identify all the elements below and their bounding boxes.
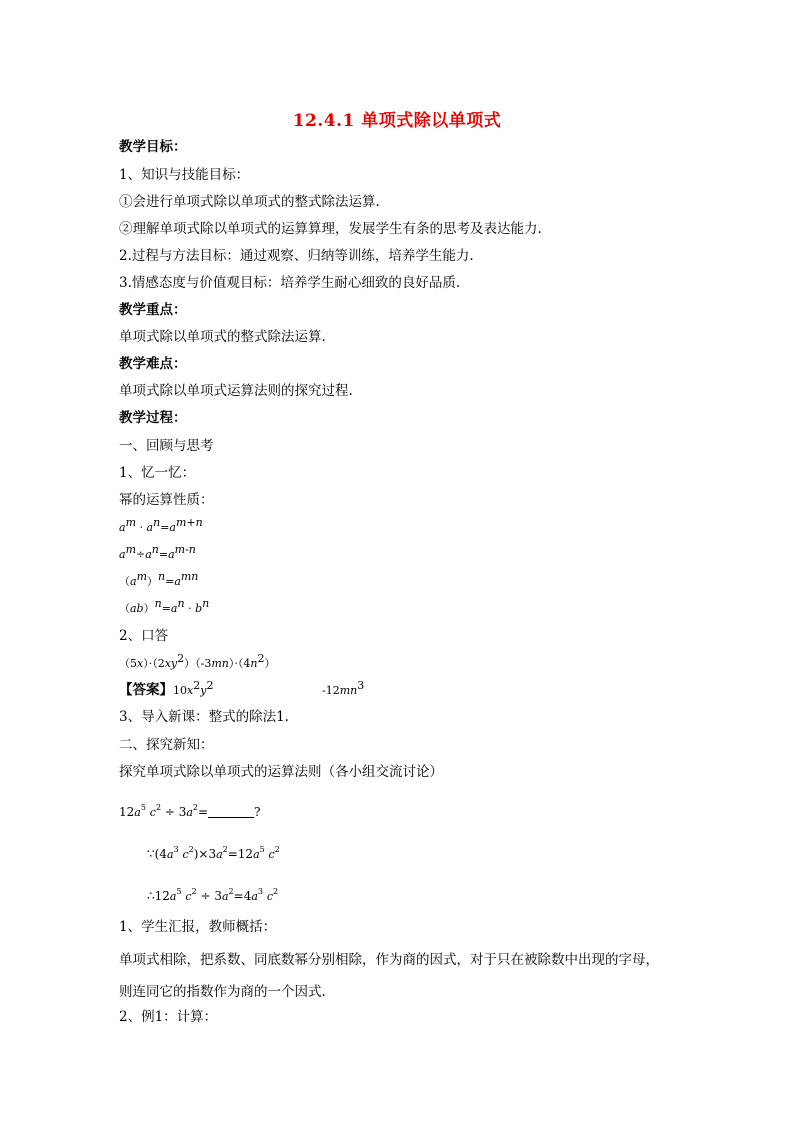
formula-power-quotient: $a^m\div a^n=a^{m-n}$: [119, 543, 196, 561]
key-point-text: 单项式除以单项式的整式除法运算.: [119, 329, 326, 345]
difficulty-heading: 教学难点：: [119, 356, 187, 372]
equation-question: $12a^5$ $c^2 \div 3a^2=$ ?: [119, 803, 261, 819]
section-explore: 二、探究新知：: [119, 737, 214, 753]
equation-because: $\because(4a^3$ $c^2)\times 3a^2=12a^5$ $c^2$: [147, 845, 280, 861]
rule-line-1: 单项式相除，把系数、同底数幂分别相除，作为商的因式，对于只在被除数中出现的字母，: [119, 952, 659, 968]
section-review: 一、回顾与思考: [119, 438, 214, 454]
goal-3: 3.情感态度与价值观目标：培养学生耐心细致的良好品质.: [119, 275, 461, 291]
goal-1: 1、知识与技能目标：: [119, 167, 250, 183]
answer-line: 【答案】$10x^2y^2$ $-12mn^3$: [119, 679, 365, 698]
oral-question-formula: $(5x)\cdot(2xy^2)(-3mn)\cdot(4n^2)$: [119, 652, 276, 670]
formula-power-of-product: $(ab)^n=a^n \cdot b^n$: [119, 597, 210, 615]
power-properties-label: 幂的运算性质：: [119, 492, 214, 508]
answer-blank: [208, 805, 254, 818]
explore-text: 探究单项式除以单项式的运算法则（各小组交流讨论）: [119, 764, 443, 780]
intro-item: 3、导入新课：整式的除法1.: [119, 709, 289, 725]
formula-power-product: $a^m \cdot a^n=a^{m+n}$: [119, 516, 203, 534]
key-point-heading: 教学重点：: [119, 302, 187, 318]
rule-line-2: 则连同它的指数作为商的一个因式.: [119, 984, 326, 1000]
example-item: 2、例1：计算：: [119, 1009, 218, 1025]
oral-answer-item: 2、口答: [119, 628, 169, 644]
formula-power-of-power: $(a^m)^n=a^{mn}$: [119, 570, 199, 588]
goal-1a: ①会进行单项式除以单项式的整式除法运算.: [119, 194, 380, 210]
difficulty-text: 单项式除以单项式运算法则的探究过程.: [119, 383, 353, 399]
recall-item: 1、忆一忆：: [119, 465, 196, 481]
goal-1b: ②理解单项式除以单项式的运算算理，发展学生有条的思考及表达能力.: [119, 221, 542, 237]
goal-2: 2.过程与方法目标：通过观察、归纳等训练，培养学生能力.: [119, 248, 474, 264]
answer-label: 【答案】: [119, 682, 173, 698]
goals-heading: 教学目标：: [119, 139, 187, 155]
equation-therefore: $\therefore 12a^5$ $c^2 \div 3a^2=4a^3$ $c^2$: [147, 887, 279, 903]
page-title: 12.4.1 单项式除以单项式: [292, 111, 502, 131]
process-heading: 教学过程：: [119, 410, 187, 426]
report-item: 1、学生汇报，教师概括：: [119, 919, 277, 935]
